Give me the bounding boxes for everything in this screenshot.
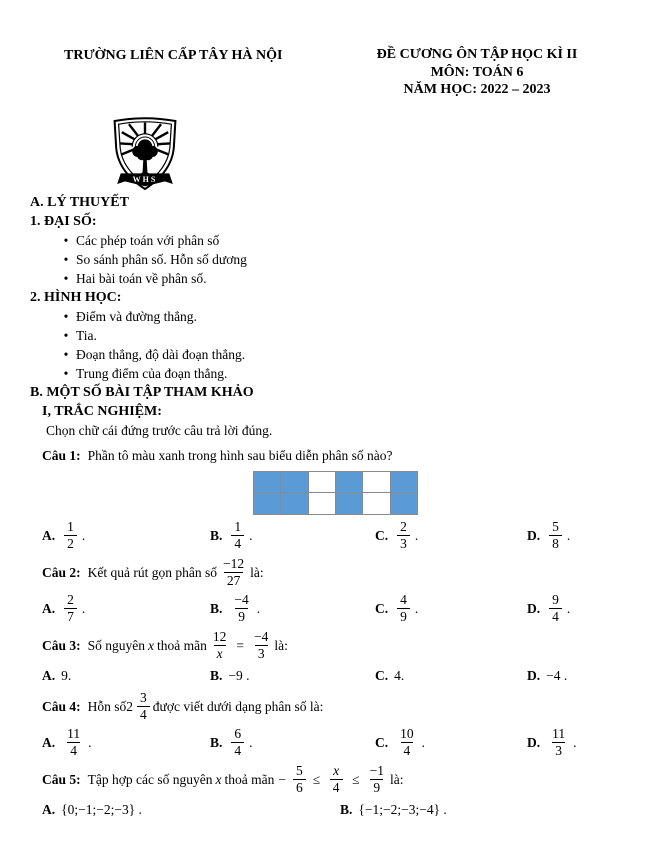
geometry-heading: 2. HÌNH HỌC: — [30, 289, 122, 305]
option-value: −4 . — [546, 667, 568, 683]
list-item-text: Hai bài toán về phân số. — [76, 270, 207, 286]
answer-option-c — [375, 520, 527, 551]
answer-option-d — [527, 666, 628, 685]
option-letter: A. — [42, 600, 56, 616]
question-text: Phần tô màu xanh trong hình sau biểu diễn phân số nào? — [87, 447, 393, 463]
question-fraction — [327, 764, 345, 795]
option-fraction — [64, 727, 83, 758]
option-value: −9 . — [228, 667, 250, 683]
grid-cell — [391, 493, 418, 515]
option-letter: D. — [527, 667, 541, 683]
fraction-denominator: 9 — [235, 608, 248, 624]
question-4 — [30, 691, 628, 758]
fraction-denominator: 4 — [330, 779, 343, 795]
question-text: Số nguyên — [87, 637, 146, 653]
option-letter: B. — [210, 667, 223, 683]
list-item — [56, 269, 628, 288]
variable-x: x — [148, 637, 155, 653]
document-header — [64, 46, 628, 99]
fraction-numerator: 11 — [67, 725, 81, 741]
option-letter: B. — [210, 734, 223, 750]
question-text: Kết quả rút gọn phân số — [87, 564, 217, 580]
fraction-denominator: 3 — [552, 742, 565, 758]
doc-title-line-1: ĐỀ CƯƠNG ÔN TẬP HỌC KÌ II — [376, 47, 578, 62]
option-period: . — [249, 734, 253, 750]
question-3 — [30, 630, 628, 685]
grid-cell — [391, 472, 418, 494]
list-item — [56, 250, 628, 269]
option-value: 4. — [394, 667, 405, 683]
answer-options — [42, 727, 628, 758]
option-fraction — [64, 520, 77, 551]
list-item-text: Đoạn thẳng, độ dài đoạn thẳng. — [76, 346, 246, 362]
list-item — [56, 326, 628, 345]
fraction-numerator: 1 — [234, 518, 242, 534]
fraction-numerator: −4 — [234, 591, 249, 607]
option-letter: A. — [42, 527, 56, 543]
quiz-instruction: Chọn chữ cái đứng trước câu trả lời đúng. — [46, 422, 273, 438]
fraction-numerator: x — [333, 762, 340, 778]
option-period: . — [414, 600, 419, 616]
question-fraction — [210, 630, 230, 661]
list-item — [56, 345, 628, 364]
answer-option-a — [42, 800, 340, 819]
fraction-numerator: 9 — [552, 591, 559, 607]
grid-cell — [336, 472, 363, 494]
question-text: thoả mãn — [224, 771, 275, 787]
fraction-denominator: 7 — [64, 608, 77, 624]
fraction-denominator: 9 — [397, 608, 410, 624]
option-letter: A. — [42, 667, 56, 683]
option-fraction — [64, 593, 77, 624]
question-text: là: — [274, 637, 288, 653]
fraction-denominator: 6 — [293, 779, 306, 795]
fraction-numerator: 1 — [67, 518, 74, 534]
list-item-text: Tia. — [76, 327, 97, 343]
question-label: Câu 5: — [42, 771, 81, 787]
option-letter: D. — [527, 600, 541, 616]
fraction-numerator: 2 — [67, 591, 74, 607]
fraction-grid-figure — [253, 471, 418, 515]
mixed-whole: 2 — [126, 698, 134, 714]
answer-option-b — [210, 666, 375, 685]
option-period: . — [249, 527, 253, 543]
fraction-denominator: 4 — [67, 742, 80, 758]
question-label: Câu 2: — [42, 564, 81, 580]
option-fraction — [231, 520, 244, 551]
fraction-denominator: 2 — [64, 535, 77, 551]
school-name: TRƯỜNG LIÊN CẤP TÂY HÀ NỘI — [64, 48, 283, 63]
less-equal-sign: ≤ — [312, 771, 321, 787]
question-text: Tập hợp các số nguyên — [87, 771, 213, 787]
doc-title-line-2: MÔN: TOÁN 6 — [430, 64, 524, 80]
option-fraction — [397, 727, 417, 758]
answer-option-d — [527, 727, 628, 758]
less-equal-sign: ≤ — [352, 771, 360, 787]
question-text: là: — [250, 564, 264, 580]
fraction-numerator: 3 — [140, 689, 147, 705]
question-text: là: — [389, 771, 404, 787]
fraction-denominator: 4 — [401, 742, 414, 758]
list-item-text: Các phép toán với phân số — [76, 232, 220, 248]
question-label: Câu 3: — [42, 637, 81, 653]
fraction-numerator: −12 — [223, 555, 245, 571]
fraction-numerator: 10 — [400, 725, 414, 741]
bullet-icon: • — [63, 365, 69, 381]
answer-option-c — [375, 727, 527, 758]
grid-cell — [254, 493, 281, 515]
school-logo-icon — [100, 113, 190, 193]
minus-sign: − — [278, 771, 286, 787]
answer-option-b — [340, 800, 628, 819]
grid-cell — [363, 493, 390, 515]
answer-option-b — [210, 727, 375, 758]
answer-option-a — [42, 520, 210, 551]
fraction-numerator: 2 — [400, 518, 407, 534]
option-fraction — [397, 593, 410, 624]
question-2 — [30, 557, 628, 624]
quiz-heading: I, TRẮC NGHIỆM: — [42, 403, 162, 419]
grid-cell — [336, 493, 363, 515]
option-letter: A. — [42, 734, 56, 750]
fraction-numerator: 12 — [212, 628, 227, 644]
fraction-numerator: 6 — [234, 725, 242, 741]
answer-option-b — [210, 593, 375, 624]
list-item-text: Điểm và đường thẳng. — [76, 308, 197, 324]
answer-option-d — [527, 520, 628, 551]
fraction-numerator: −4 — [254, 628, 269, 644]
question-text: thoả mãn — [157, 637, 207, 653]
option-value: {0;−1;−2;−3} . — [61, 801, 142, 817]
question-5 — [30, 764, 628, 819]
bullet-icon: • — [63, 251, 69, 267]
grid-cell — [309, 493, 336, 515]
fraction-denominator: 3 — [255, 645, 268, 661]
variable-x: x — [215, 771, 222, 787]
fraction-numerator: 5 — [296, 762, 303, 778]
option-letter: C. — [375, 527, 389, 543]
option-letter: C. — [375, 600, 389, 616]
question-fraction — [137, 691, 150, 722]
option-fraction — [397, 520, 410, 551]
option-period: . — [566, 527, 571, 543]
question-text: được viết dưới dạng phân số là: — [152, 698, 324, 714]
grid-cell — [281, 493, 308, 515]
answer-options — [42, 520, 628, 551]
answer-options — [42, 593, 628, 624]
option-period: . — [421, 734, 425, 750]
grid-cell — [363, 472, 390, 494]
option-value: 9. — [61, 667, 72, 683]
answer-options — [42, 666, 628, 685]
option-letter: C. — [375, 734, 389, 750]
option-value: {−1;−2;−3;−4} . — [358, 801, 447, 817]
answer-option-a — [42, 666, 210, 685]
question-fraction — [293, 764, 306, 795]
bullet-icon: • — [63, 327, 69, 343]
option-period: . — [88, 734, 92, 750]
fraction-denominator: 4 — [137, 706, 150, 722]
option-letter: A. — [42, 801, 56, 817]
option-period: . — [414, 527, 419, 543]
option-fraction — [231, 727, 244, 758]
option-letter: B. — [210, 600, 223, 616]
fraction-numerator: 4 — [400, 591, 407, 607]
option-fraction — [231, 593, 251, 624]
answer-option-c — [375, 593, 527, 624]
option-fraction — [549, 727, 568, 758]
question-fraction — [251, 630, 271, 661]
school-logo — [100, 113, 190, 193]
option-fraction — [549, 593, 562, 624]
option-letter: D. — [527, 734, 541, 750]
fraction-numerator: 5 — [552, 518, 559, 534]
option-period: . — [81, 527, 86, 543]
option-letter: D. — [527, 527, 541, 543]
bullet-icon: • — [63, 270, 69, 286]
option-period: . — [256, 600, 261, 616]
fraction-denominator: 4 — [231, 535, 244, 551]
grid-cell — [281, 472, 308, 494]
question-1 — [30, 446, 628, 551]
answer-options — [42, 800, 628, 819]
option-letter: B. — [340, 801, 353, 817]
fraction-denominator: 27 — [224, 572, 244, 588]
answer-option-c — [375, 666, 527, 685]
fraction-denominator: 4 — [549, 608, 562, 624]
mixed-number — [126, 691, 153, 722]
logo-text: WHS — [132, 174, 158, 184]
fraction-numerator: −1 — [369, 762, 384, 778]
list-item-text: Trung điểm của đoạn thẳng. — [76, 365, 228, 381]
option-period: . — [573, 734, 577, 750]
document-title — [326, 46, 628, 99]
fraction-denominator: 8 — [549, 535, 562, 551]
list-item — [56, 307, 628, 326]
grid-cell — [309, 472, 336, 494]
list-item-text: So sánh phân số. Hỗn số dương — [76, 251, 247, 267]
algebra-heading: 1. ĐẠI SỐ: — [30, 213, 97, 229]
answer-option-b — [210, 520, 375, 551]
option-letter: C. — [375, 667, 389, 683]
answer-option-d — [527, 593, 628, 624]
fraction-denominator: 3 — [397, 535, 410, 551]
question-fraction — [367, 764, 387, 795]
list-item — [56, 364, 628, 383]
bullet-icon: • — [63, 308, 69, 324]
grid-cell — [254, 472, 281, 494]
answer-option-a — [42, 727, 210, 758]
option-period: . — [81, 600, 86, 616]
section-a-heading: A. LÝ THUYẾT — [30, 194, 129, 210]
option-fraction — [549, 520, 562, 551]
question-label: Câu 1: — [42, 447, 81, 463]
fraction-denominator: x — [214, 645, 226, 661]
bullet-icon: • — [63, 346, 69, 362]
option-period: . — [566, 600, 571, 616]
fraction-denominator: 9 — [370, 779, 383, 795]
doc-title-line-3: NĂM HỌC: 2022 – 2023 — [403, 82, 551, 97]
list-item — [56, 231, 628, 250]
question-label: Câu 4: — [42, 698, 81, 714]
section-b-heading: B. MỘT SỐ BÀI TẬP THAM KHẢO — [30, 384, 254, 400]
equals-sign: = — [236, 637, 245, 653]
question-text: Hỗn số — [87, 698, 127, 714]
bullet-icon: • — [63, 232, 69, 248]
fraction-numerator: 11 — [552, 725, 566, 741]
option-letter: B. — [210, 527, 223, 543]
question-fraction — [220, 557, 247, 588]
fraction-denominator: 4 — [231, 742, 244, 758]
answer-option-a — [42, 593, 210, 624]
